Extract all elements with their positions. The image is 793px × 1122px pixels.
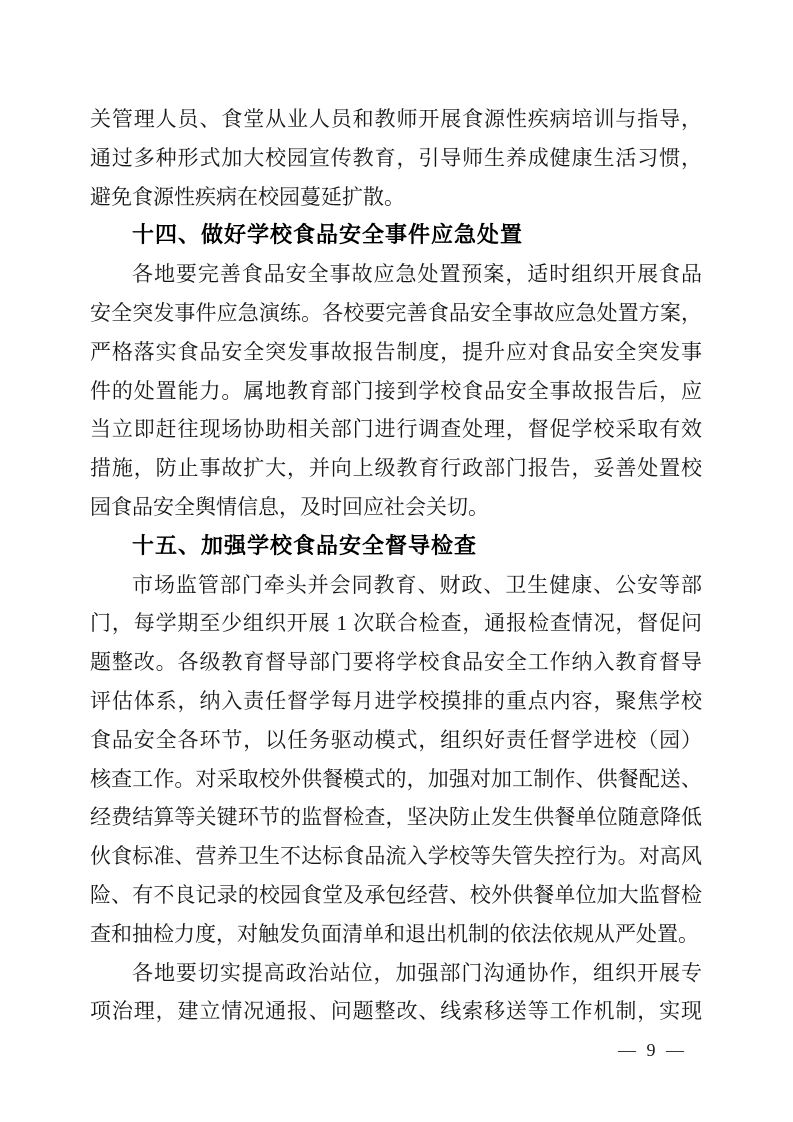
text-line: 件的处置能力。属地教育部门接到学校食品安全事故报告后，应 (90, 378, 702, 403)
text-line: 查和抽检力度，对触发负面清单和退出机制的依法依规从严处置。 (90, 921, 699, 946)
text-line: 安全突发事件应急演练。各校要完善食品安全事故应急处置方案， (90, 300, 702, 325)
text-line: 门，每学期至少组织开展 1 次联合检查，通报检查情况，督促问 (90, 611, 702, 636)
text-line: 各地要切实提高政治站位，加强部门沟通协作，组织开展专 (132, 960, 702, 985)
text-line: 严格落实食品安全突发事故报告制度，提升应对食品安全突发事 (90, 339, 702, 364)
text-line: 食品安全各环节，以任务驱动模式，组织好责任督学进校（园） (90, 727, 702, 752)
text-line: 市场监管部门牵头并会同教育、财政、卫生健康、公安等部 (132, 572, 702, 597)
text-line: 通过多种形式加大校园宣传教育，引导师生养成健康生活习惯， (90, 145, 702, 170)
text-line: 题整改。各级教育督导部门要将学校食品安全工作纳入教育督导 (90, 650, 702, 675)
text-line: 经费结算等关键环节的监督检查，坚决防止发生供餐单位随意降低 (90, 805, 702, 830)
text-line: 各地要完善食品安全事故应急处置预案，适时组织开展食品 (132, 262, 702, 287)
text-line: 险、有不良记录的校园食堂及承包经营、校外供餐单位加大监督检 (90, 882, 702, 907)
page-number: — 9 — (618, 1040, 687, 1060)
text-line: 当立即赶往现场协助相关部门进行调查处理，督促学校采取有效 (90, 417, 702, 442)
text-line: 项治理，建立情况通报、问题整改、线索移送等工作机制，实现 (90, 999, 702, 1024)
section-heading: 十五、加强学校食品安全督导检查 (132, 532, 478, 558)
text-line: 伙食标准、营养卫生不达标食品流入学校等失管失控行为。对高风 (90, 844, 702, 869)
document-body (90, 100, 702, 1031)
text-line: 评估体系，纳入责任督学每月进学校摸排的重点内容，聚焦学校 (90, 688, 702, 713)
text-line: 园食品安全舆情信息，及时回应社会关切。 (90, 494, 489, 519)
text-line: 措施，防止事故扩大，并向上级教育行政部门报告，妥善处置校 (90, 456, 702, 481)
text-line: 关管理人员、食堂从业人员和教师开展食源性疾病培训与指导， (90, 107, 702, 131)
text-line: 核查工作。对采取校外供餐模式的，加强对加工制作、供餐配送、 (90, 766, 702, 791)
section-heading: 十四、做好学校食品安全事件应急处置 (132, 222, 524, 248)
text-line: 避免食源性疾病在校园蔓延扩散。 (90, 184, 405, 209)
